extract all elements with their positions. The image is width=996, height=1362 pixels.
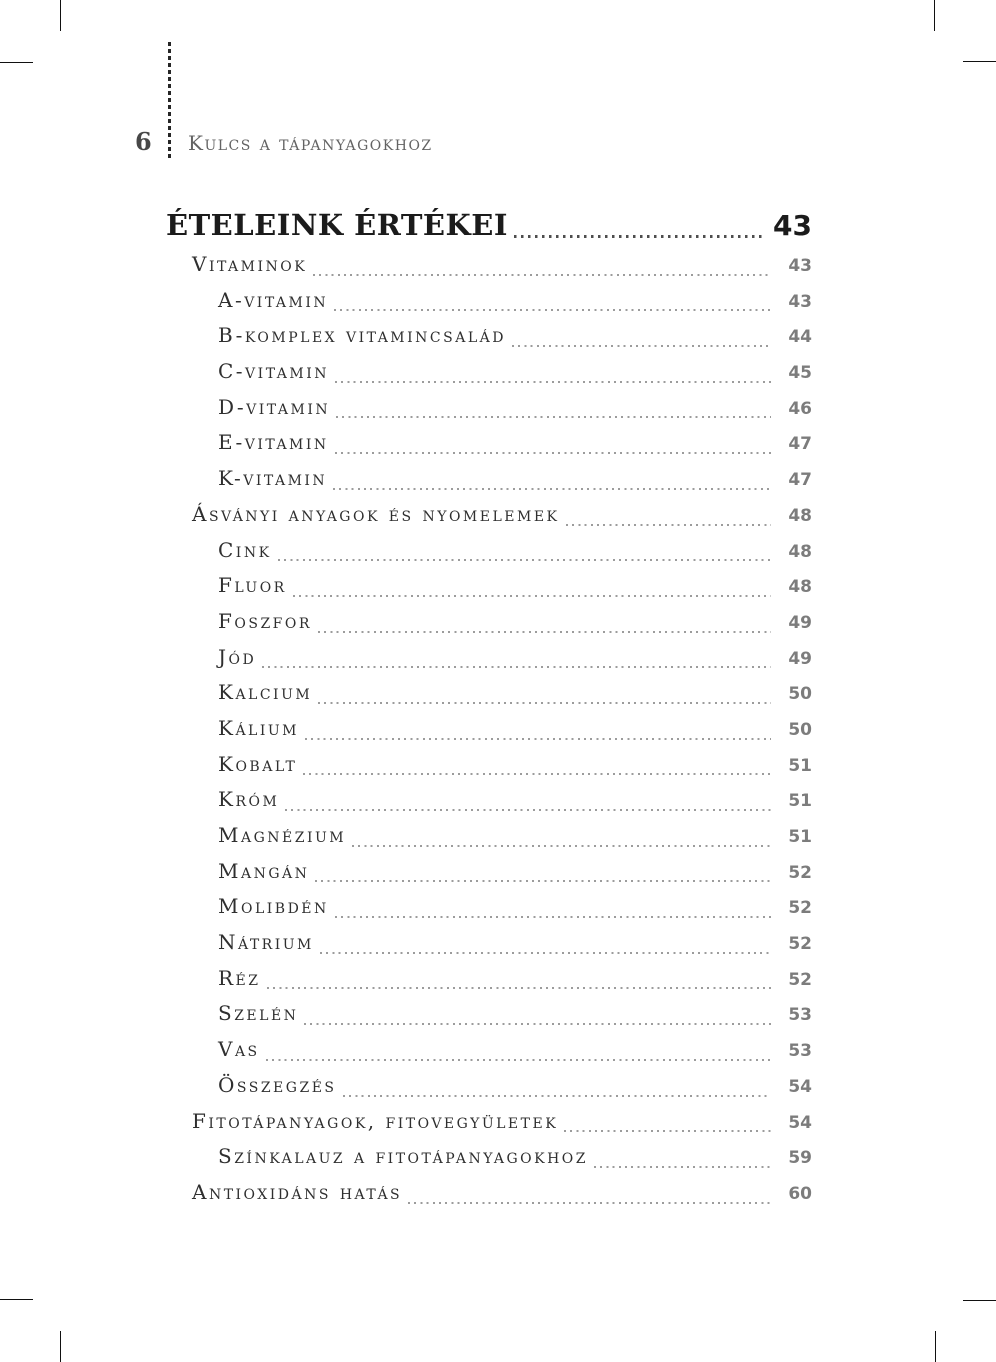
crop-mark-top-right-horizontal xyxy=(963,61,996,62)
toc-entry-label: A-vitamin xyxy=(218,287,329,312)
toc-entry-page: 59 xyxy=(788,1148,812,1169)
toc-chapter-title: ÉTELEINK ÉRTÉKEI xyxy=(166,208,508,242)
crop-mark-bottom-right-horizontal xyxy=(963,1300,996,1301)
leader-dots xyxy=(336,416,771,418)
toc-entry-page: 52 xyxy=(788,969,812,990)
toc-entry xyxy=(166,675,812,711)
leader-dots xyxy=(512,345,771,347)
toc-entry-label: Jód xyxy=(218,644,257,669)
toc-entry-page: 46 xyxy=(788,398,812,419)
toc-entry-page: 49 xyxy=(788,612,812,633)
toc-entry-label: Ásványi anyagok és nyomelemek xyxy=(192,501,560,526)
leader-dots xyxy=(335,916,771,918)
toc-entry-label: Kalcium xyxy=(218,680,313,705)
toc-entry-page: 50 xyxy=(788,684,812,705)
toc-entry-page: 43 xyxy=(788,291,812,312)
toc-entry-label: Kálium xyxy=(218,715,300,740)
toc-entry-label: D-vitamin xyxy=(218,394,331,419)
toc-entry-page: 50 xyxy=(788,719,812,740)
toc-entry-label: Szelén xyxy=(218,1001,299,1026)
toc-entry-page: 52 xyxy=(788,934,812,955)
toc-entry xyxy=(166,889,812,925)
toc-entry-page: 54 xyxy=(788,1076,812,1097)
leader-dots xyxy=(267,987,771,989)
toc-entry-label: Nátrium xyxy=(218,930,314,955)
leader-dots xyxy=(262,666,771,668)
toc-entry-label: Króm xyxy=(218,787,280,812)
toc-entry-page: 45 xyxy=(788,363,812,384)
table-of-contents xyxy=(166,203,812,1211)
toc-entry-page: 51 xyxy=(788,827,812,847)
toc-entry xyxy=(166,461,812,497)
page-number: 6 xyxy=(135,127,152,156)
toc-chapter-page: 43 xyxy=(773,209,812,242)
toc-entry-label: Antioxidáns hatás xyxy=(192,1179,403,1204)
toc-entry xyxy=(166,354,812,390)
toc-entry xyxy=(166,318,812,354)
leader-dots xyxy=(266,1059,771,1061)
toc-entry-label: Vitaminok xyxy=(192,252,308,276)
toc-entry-label: Mangán xyxy=(218,858,310,883)
toc-entry-page: 49 xyxy=(788,648,812,669)
toc-entry xyxy=(166,711,812,747)
toc-entry xyxy=(166,961,812,997)
toc-entry xyxy=(166,1139,812,1175)
toc-entry-page: 60 xyxy=(788,1183,812,1204)
toc-entry-page: 53 xyxy=(788,1005,812,1026)
toc-entry xyxy=(166,1032,812,1068)
toc-entry xyxy=(166,283,812,319)
toc-entry-label: Fluor xyxy=(218,573,287,598)
leader-dots xyxy=(318,702,771,704)
running-header-book-title: Kulcs a tápanyagokhoz xyxy=(188,131,433,155)
toc-entry xyxy=(166,533,812,569)
toc-entry xyxy=(166,1175,812,1211)
toc-entry-label: E-vitamin xyxy=(218,430,329,455)
leader-dots xyxy=(343,1095,771,1097)
toc-entry-page: 48 xyxy=(788,505,812,526)
toc-entry-label: Vas xyxy=(218,1037,260,1062)
crop-mark-bottom-left-horizontal xyxy=(0,1299,33,1300)
toc-entry xyxy=(166,497,812,533)
crop-mark-top-left-horizontal xyxy=(0,62,33,63)
leader-dots xyxy=(335,452,771,454)
toc-entry xyxy=(166,782,812,818)
toc-entry xyxy=(166,425,812,461)
toc-entry-label: Réz xyxy=(218,965,261,990)
toc-entry-page: 54 xyxy=(788,1112,812,1133)
toc-entry xyxy=(166,925,812,961)
crop-mark-bottom-right-vertical xyxy=(935,1331,936,1362)
toc-chapter-row xyxy=(166,203,812,247)
toc-entry-label: Foszfor xyxy=(218,608,312,633)
toc-entry-label: C-vitamin xyxy=(218,359,329,384)
toc-entry-page: 52 xyxy=(788,898,812,919)
toc-entry-page: 44 xyxy=(788,327,812,348)
toc-entry-page: 47 xyxy=(788,434,812,455)
toc-entry xyxy=(166,640,812,676)
leader-dots xyxy=(333,488,771,490)
toc-entry xyxy=(166,1104,812,1140)
header-divider-dotted-rule xyxy=(168,42,171,161)
toc-entry-page: 43 xyxy=(788,256,812,276)
leader-dots xyxy=(303,773,771,775)
leader-dots xyxy=(352,845,771,847)
leader-dots xyxy=(305,738,771,740)
crop-mark-top-right-vertical xyxy=(934,0,935,31)
leader-dots xyxy=(594,1166,771,1168)
toc-entry xyxy=(166,568,812,604)
toc-entry-label: Molibdén xyxy=(218,894,329,919)
crop-mark-bottom-left-vertical xyxy=(60,1331,61,1362)
toc-entry-page: 48 xyxy=(788,541,812,562)
leader-dots xyxy=(408,1202,771,1204)
leader-dots xyxy=(566,524,771,526)
toc-entry-page: 51 xyxy=(788,791,812,812)
toc-entry-label: B-komplex vitamincsalád xyxy=(218,323,506,348)
toc-entry-label: Cink xyxy=(218,537,272,562)
toc-entry-label: Színkalauz a fitotápanyagokhoz xyxy=(218,1144,589,1169)
toc-entry xyxy=(166,1068,812,1104)
toc-entry xyxy=(166,818,812,854)
leader-dots xyxy=(335,381,771,383)
leader-dots xyxy=(285,809,771,811)
toc-entry-label: Összegzés xyxy=(218,1072,337,1097)
toc-entry-page: 48 xyxy=(788,577,812,598)
leader-dots xyxy=(318,631,771,633)
leader-dots xyxy=(278,559,771,561)
leader-dots xyxy=(514,235,766,238)
leader-dots xyxy=(564,1130,771,1132)
leader-dots xyxy=(334,309,771,311)
leader-dots xyxy=(304,1023,771,1025)
toc-entry-page: 51 xyxy=(788,755,812,776)
toc-entry xyxy=(166,390,812,426)
crop-mark-top-left-vertical xyxy=(60,0,61,31)
toc-entry xyxy=(166,604,812,640)
toc-entry xyxy=(166,247,812,283)
toc-entry-page: 52 xyxy=(788,862,812,883)
toc-entry xyxy=(166,747,812,783)
toc-entry xyxy=(166,854,812,890)
leader-dots xyxy=(320,952,771,954)
leader-dots xyxy=(315,880,771,882)
toc-entry-label: Magnézium xyxy=(218,823,347,847)
toc-entry-page: 47 xyxy=(788,470,812,491)
leader-dots xyxy=(313,274,771,276)
leader-dots xyxy=(293,595,771,597)
toc-entry-label: Kobalt xyxy=(218,751,298,776)
toc-entry-page: 53 xyxy=(788,1041,812,1062)
toc-entry-label: K-vitamin xyxy=(218,466,328,491)
toc-entry xyxy=(166,996,812,1032)
toc-entry-label: Fitotápanyagok, fitovegyületek xyxy=(192,1108,559,1133)
